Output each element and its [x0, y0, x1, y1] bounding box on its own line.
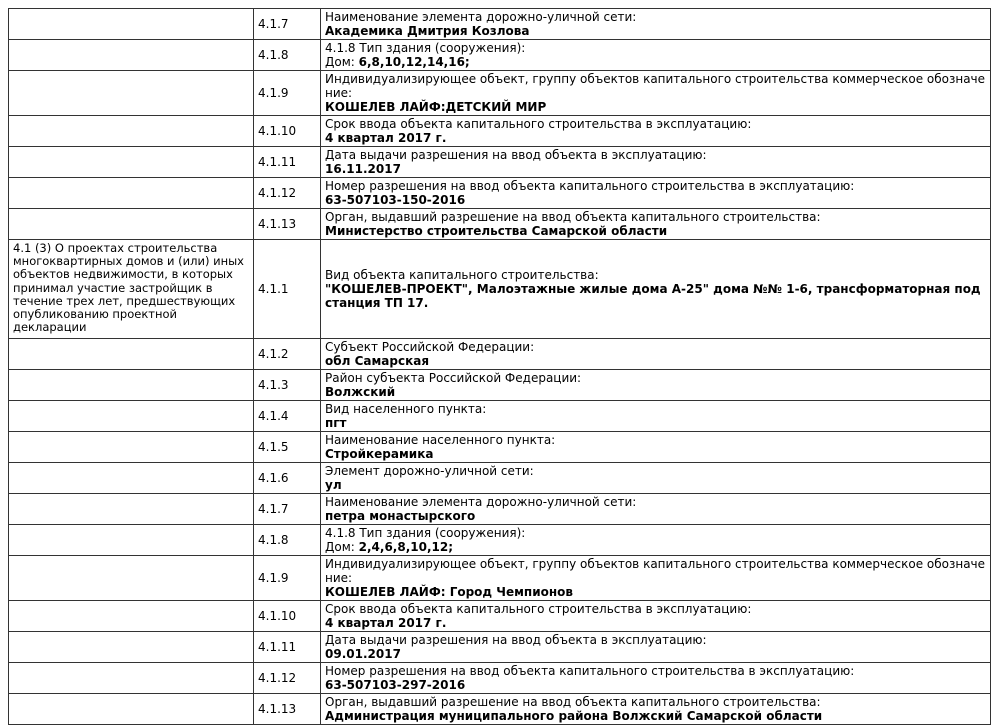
content-cell [321, 632, 991, 663]
field-value [325, 224, 986, 238]
table-row [9, 9, 991, 40]
field-value-text: 63-507103-150-2016 [325, 193, 466, 207]
code-cell: 4.1.5 [254, 432, 321, 463]
code-cell: 4.1.7 [254, 9, 321, 40]
table-row [9, 40, 991, 71]
table-row [9, 209, 991, 240]
section-note-cell [9, 240, 254, 339]
code-cell: 4.1.9 [254, 556, 321, 601]
spacer-cell [9, 525, 254, 556]
field-value [325, 447, 986, 461]
code-cell: 4.1.13 [254, 209, 321, 240]
field-value-text: 6,8,10,12,14,16; [358, 55, 470, 69]
field-value [325, 647, 986, 661]
field-value-text: Волжский [325, 385, 396, 399]
content-cell [321, 401, 991, 432]
table-row [9, 370, 991, 401]
code-cell: 4.1.6 [254, 463, 321, 494]
code-cell: 4.1.2 [254, 339, 321, 370]
field-value-text: КОШЕЛЕВ ЛАЙФ:ДЕТСКИЙ МИР [325, 100, 547, 114]
field-value-text: ул [325, 478, 342, 492]
table-row [9, 601, 991, 632]
spacer-cell [9, 632, 254, 663]
table-row [9, 432, 991, 463]
section-note: 4.1 (3) О проектах строительства многоквартирных домов и (или) иных объектов недвижимости, в которых принимал участие застройщик в течение трех лет, предшествующих опубликованию проектной декларации [13, 241, 244, 335]
field-value-text: 4 квартал 2017 г. [325, 616, 447, 630]
code-cell: 4.1.1 [254, 240, 321, 339]
table-row [9, 116, 991, 147]
code-cell: 4.1.11 [254, 632, 321, 663]
field-value-text: обл Самарская [325, 354, 430, 368]
code-cell: 4.1.10 [254, 116, 321, 147]
code-cell: 4.1.12 [254, 663, 321, 694]
field-value-text: Стройкерамика [325, 447, 434, 461]
table-row [9, 178, 991, 209]
field-label: Наименование элемента дорожно-уличной сети: [325, 10, 637, 24]
field-value [325, 416, 986, 430]
content-cell [321, 40, 991, 71]
field-value [325, 540, 986, 554]
field-value [325, 193, 986, 207]
spacer-cell [9, 147, 254, 178]
table-row [9, 694, 991, 725]
content-cell [321, 525, 991, 556]
field-label: Орган, выдавший разрешение на ввод объекта капитального строительства: [325, 210, 821, 224]
field-value [325, 55, 986, 69]
spacer-cell [9, 9, 254, 40]
content-cell [321, 370, 991, 401]
field-label: Вид населенного пункта: [325, 402, 487, 416]
content-cell [321, 339, 991, 370]
field-value-text: 63-507103-297-2016 [325, 678, 466, 692]
field-value [325, 678, 986, 692]
field-label: Индивидуализирующее объект, группу объектов капитального строительства коммерческое обозначение: [325, 72, 986, 100]
content-cell [321, 71, 991, 116]
table-row [9, 147, 991, 178]
field-value-text: КОШЕЛЕВ ЛАЙФ: Город Чемпионов [325, 585, 574, 599]
code-cell: 4.1.8 [254, 525, 321, 556]
field-label: Дата выдачи разрешения на ввод объекта в эксплуатацию: [325, 633, 707, 647]
field-label: Номер разрешения на ввод объекта капитального строительства в эксплуатацию: [325, 179, 855, 193]
field-value-prefix: Дом: [325, 540, 359, 554]
spacer-cell [9, 494, 254, 525]
field-value [325, 509, 986, 523]
content-cell [321, 116, 991, 147]
table-row [9, 494, 991, 525]
field-label: Район субъекта Российской Федерации: [325, 371, 582, 385]
code-cell: 4.1.11 [254, 147, 321, 178]
field-value-text: 16.11.2017 [325, 162, 401, 176]
content-cell [321, 663, 991, 694]
table-row [9, 556, 991, 601]
field-label: Орган, выдавший разрешение на ввод объекта капитального строительства: [325, 695, 821, 709]
spacer-cell [9, 40, 254, 71]
field-label: 4.1.8 Тип здания (сооружения): [325, 526, 526, 540]
spacer-cell [9, 601, 254, 632]
content-cell [321, 9, 991, 40]
field-value [325, 709, 986, 723]
spacer-cell [9, 116, 254, 147]
field-value-text: петра монастырского [325, 509, 476, 523]
spacer-cell [9, 663, 254, 694]
field-label: Субъект Российской Федерации: [325, 340, 535, 354]
content-cell [321, 601, 991, 632]
table-row [9, 632, 991, 663]
spacer-cell [9, 556, 254, 601]
table-row-section-41-3 [9, 240, 991, 339]
content-cell [321, 556, 991, 601]
field-value-text: Министерство строительства Самарской области [325, 224, 668, 238]
code-cell: 4.1.10 [254, 601, 321, 632]
field-value-text: Академика Дмитрия Козлова [325, 24, 530, 38]
code-cell: 4.1.8 [254, 40, 321, 71]
content-cell [321, 494, 991, 525]
content-cell [321, 694, 991, 725]
code-cell: 4.1.13 [254, 694, 321, 725]
spacer-cell [9, 694, 254, 725]
field-label: Вид объекта капитального строительства: [325, 268, 599, 282]
spacer-cell [9, 178, 254, 209]
field-label: Элемент дорожно-уличной сети: [325, 464, 534, 478]
field-label: Срок ввода объекта капитального строительства в эксплуатацию: [325, 602, 752, 616]
field-value-text: пгт [325, 416, 347, 430]
field-value [325, 585, 986, 599]
field-value [325, 616, 986, 630]
field-value [325, 131, 986, 145]
spacer-cell [9, 209, 254, 240]
field-label: Дата выдачи разрешения на ввод объекта в эксплуатацию: [325, 148, 707, 162]
field-value-text: Администрация муниципального района Волжский Самарской области [325, 709, 823, 723]
spacer-cell [9, 71, 254, 116]
content-cell [321, 432, 991, 463]
field-label: Наименование элемента дорожно-уличной сети: [325, 495, 637, 509]
field-value [325, 282, 986, 310]
field-value-text: 4 квартал 2017 г. [325, 131, 447, 145]
spacer-cell [9, 370, 254, 401]
field-value [325, 24, 986, 38]
code-cell: 4.1.7 [254, 494, 321, 525]
content-cell [321, 240, 991, 339]
field-value [325, 162, 986, 176]
field-label: Срок ввода объекта капитального строительства в эксплуатацию: [325, 117, 752, 131]
field-value [325, 100, 986, 114]
spacer-cell [9, 339, 254, 370]
field-value [325, 385, 986, 399]
field-value-text: "КОШЕЛЕВ-ПРОЕКТ", Малоэтажные жилые дома А-25" дома №№ 1-6, трансформаторная подстанция ТП 17. [325, 282, 981, 310]
content-cell [321, 147, 991, 178]
field-value-text: 2,4,6,8,10,12; [358, 540, 454, 554]
field-label: 4.1.8 Тип здания (сооружения): [325, 41, 526, 55]
code-cell: 4.1.12 [254, 178, 321, 209]
content-cell [321, 463, 991, 494]
field-label: Номер разрешения на ввод объекта капитального строительства в эксплуатацию: [325, 664, 855, 678]
code-cell: 4.1.4 [254, 401, 321, 432]
field-label: Наименование населенного пункта: [325, 433, 556, 447]
field-label: Индивидуализирующее объект, группу объектов капитального строительства коммерческое обозначение: [325, 557, 986, 585]
spacer-cell [9, 463, 254, 494]
table-row [9, 463, 991, 494]
field-value [325, 478, 986, 492]
spacer-cell [9, 401, 254, 432]
table-row [9, 663, 991, 694]
table-row [9, 401, 991, 432]
table-row [9, 71, 991, 116]
table-row [9, 339, 991, 370]
table-row [9, 525, 991, 556]
field-value-text: 09.01.2017 [325, 647, 401, 661]
code-cell: 4.1.9 [254, 71, 321, 116]
declaration-table [8, 8, 991, 725]
field-value-prefix: Дом: [325, 55, 359, 69]
field-value [325, 354, 986, 368]
code-cell: 4.1.3 [254, 370, 321, 401]
content-cell [321, 178, 991, 209]
spacer-cell [9, 432, 254, 463]
content-cell [321, 209, 991, 240]
